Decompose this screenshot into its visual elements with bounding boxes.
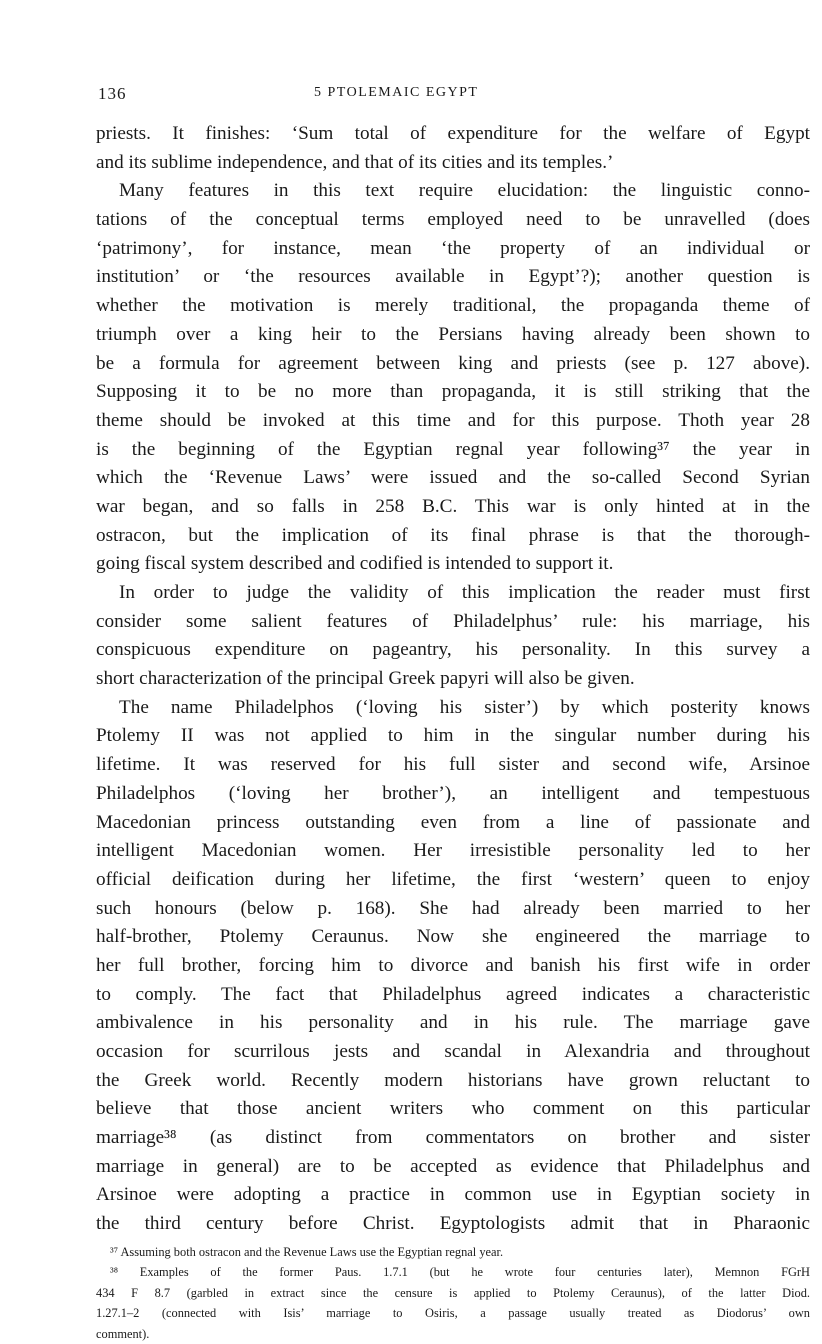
text-line: ambivalence in his personality and in his rule. The marriage gave bbox=[96, 1012, 810, 1034]
text-line: occasion for scurrilous jests and scandal in Alexandria and throughout bbox=[96, 1041, 810, 1062]
text-line: half-brother, Ptolemy Ceraunus. Now she engineered the marriage to bbox=[96, 926, 810, 948]
text-line: Ptolemy II was not applied to him in the singular number during his bbox=[96, 725, 810, 747]
text-line: Macedonian princess outstanding even from a line of passionate and bbox=[96, 811, 810, 833]
book-page bbox=[96, 84, 810, 1344]
text-line: to comply. The fact that Philadelphus agreed indicates a characteristic bbox=[96, 983, 810, 1005]
footnote-line: ³⁷ Assuming both ostracon and the Revenue Laws use the Egyptian regnal year. bbox=[110, 1244, 504, 1259]
text-line: short characterization of the principal Greek papyri will also be given. bbox=[96, 668, 635, 690]
text-line: the third century before Christ. Egyptologists admit that in Pharaonic bbox=[96, 1213, 810, 1235]
text-line: Many features in this text require elucidation: the linguistic conno- bbox=[119, 180, 810, 202]
text-line: whether the motivation is merely traditional, the propaganda theme of bbox=[96, 295, 810, 317]
text-line: ‘patrimony’, for instance, mean ‘the property of an individual or bbox=[96, 237, 810, 259]
text-line: conspicuous expenditure on pageantry, his personality. In this survey a bbox=[96, 639, 810, 661]
text-line: war began, and so falls in 258 B.C. This war is only hinted at in the bbox=[96, 495, 810, 517]
text-line: going fiscal system described and codified is intended to support it. bbox=[96, 553, 614, 575]
footnote-line: comment). bbox=[96, 1326, 150, 1341]
text-line: In order to judge the validity of this implication the reader must first bbox=[119, 582, 810, 603]
text-line: Philadelphos (‘loving her brother’), an intelligent and tempestuous bbox=[96, 782, 810, 804]
text-line: believe that those ancient writers who comment on this particular bbox=[96, 1098, 810, 1120]
running-head: 5 PTOLEMAIC EGYPT bbox=[314, 85, 479, 100]
text-line: and its sublime independence, and that of its cities and its temples.’ bbox=[96, 151, 614, 173]
page-number: 136 bbox=[98, 84, 127, 103]
text-line: consider some salient features of Philadelphus’ rule: his marriage, his bbox=[96, 610, 810, 632]
footnotes bbox=[96, 1242, 810, 1344]
text-line: which the ‘Revenue Laws’ were issued and the so-called Second Syrian bbox=[96, 467, 810, 489]
text-line: theme should be invoked at this time and for this purpose. Thoth year 28 bbox=[96, 409, 810, 431]
text-line: official deification during her lifetime, the first ‘western’ queen to enjoy bbox=[96, 868, 810, 890]
text-line: marriage³⁸ (as distinct from commentators on brother and sister bbox=[96, 1127, 810, 1149]
text-line: such honours (below p. 168). She had already been married to her bbox=[96, 897, 810, 919]
text-line: her full brother, forcing him to divorce and banish his first wife in order bbox=[96, 954, 810, 976]
text-line: is the beginning of the Egyptian regnal year following³⁷ the year in bbox=[96, 438, 810, 460]
text-line: marriage in general) are to be accepted as evidence that Philadelphus and bbox=[96, 1155, 810, 1177]
text-line: Arsinoe were adopting a practice in common use in Egyptian society in bbox=[96, 1184, 810, 1206]
text-line: The name Philadelphos (‘loving his sister’) by which posterity knows bbox=[119, 696, 810, 718]
text-line: lifetime. It was reserved for his full sister and second wife, Arsinoe bbox=[96, 754, 810, 776]
text-line: be a formula for agreement between king and priests (see p. 127 above). bbox=[96, 352, 810, 374]
text-line: triumph over a king heir to the Persians having already been shown to bbox=[96, 323, 810, 345]
text-line: tations of the conceptual terms employed need to be unravelled (does bbox=[96, 209, 810, 231]
footnote-line: ³⁸ Examples of the former Paus. 1.7.1 (but he wrote four centuries later), Memnon FGrH bbox=[110, 1265, 810, 1280]
text-line: the Greek world. Recently modern historians have grown reluctant to bbox=[96, 1069, 810, 1091]
page-header bbox=[96, 84, 810, 110]
footnote-line: 1.27.1–2 (connected with Isis’ marriage to Osiris, a passage usually treated as Diodorus’ own bbox=[96, 1306, 810, 1321]
footnote-line: 434 F 8.7 (garbled in extract since the censure is applied to Ptolemy Ceraunus), of the latter Diod. bbox=[96, 1285, 810, 1300]
body-text bbox=[96, 120, 810, 1239]
text-line: Supposing it to be no more than propaganda, it is still striking that the bbox=[96, 381, 810, 403]
text-line: intelligent Macedonian women. Her irresistible personality led to her bbox=[96, 840, 810, 862]
text-line: ostracon, but the implication of its final phrase is that the thorough- bbox=[96, 524, 810, 546]
text-line: institution’ or ‘the resources available in Egypt’?); another question is bbox=[96, 266, 810, 288]
text-line: priests. It finishes: ‘Sum total of expenditure for the welfare of Egypt bbox=[96, 123, 810, 144]
